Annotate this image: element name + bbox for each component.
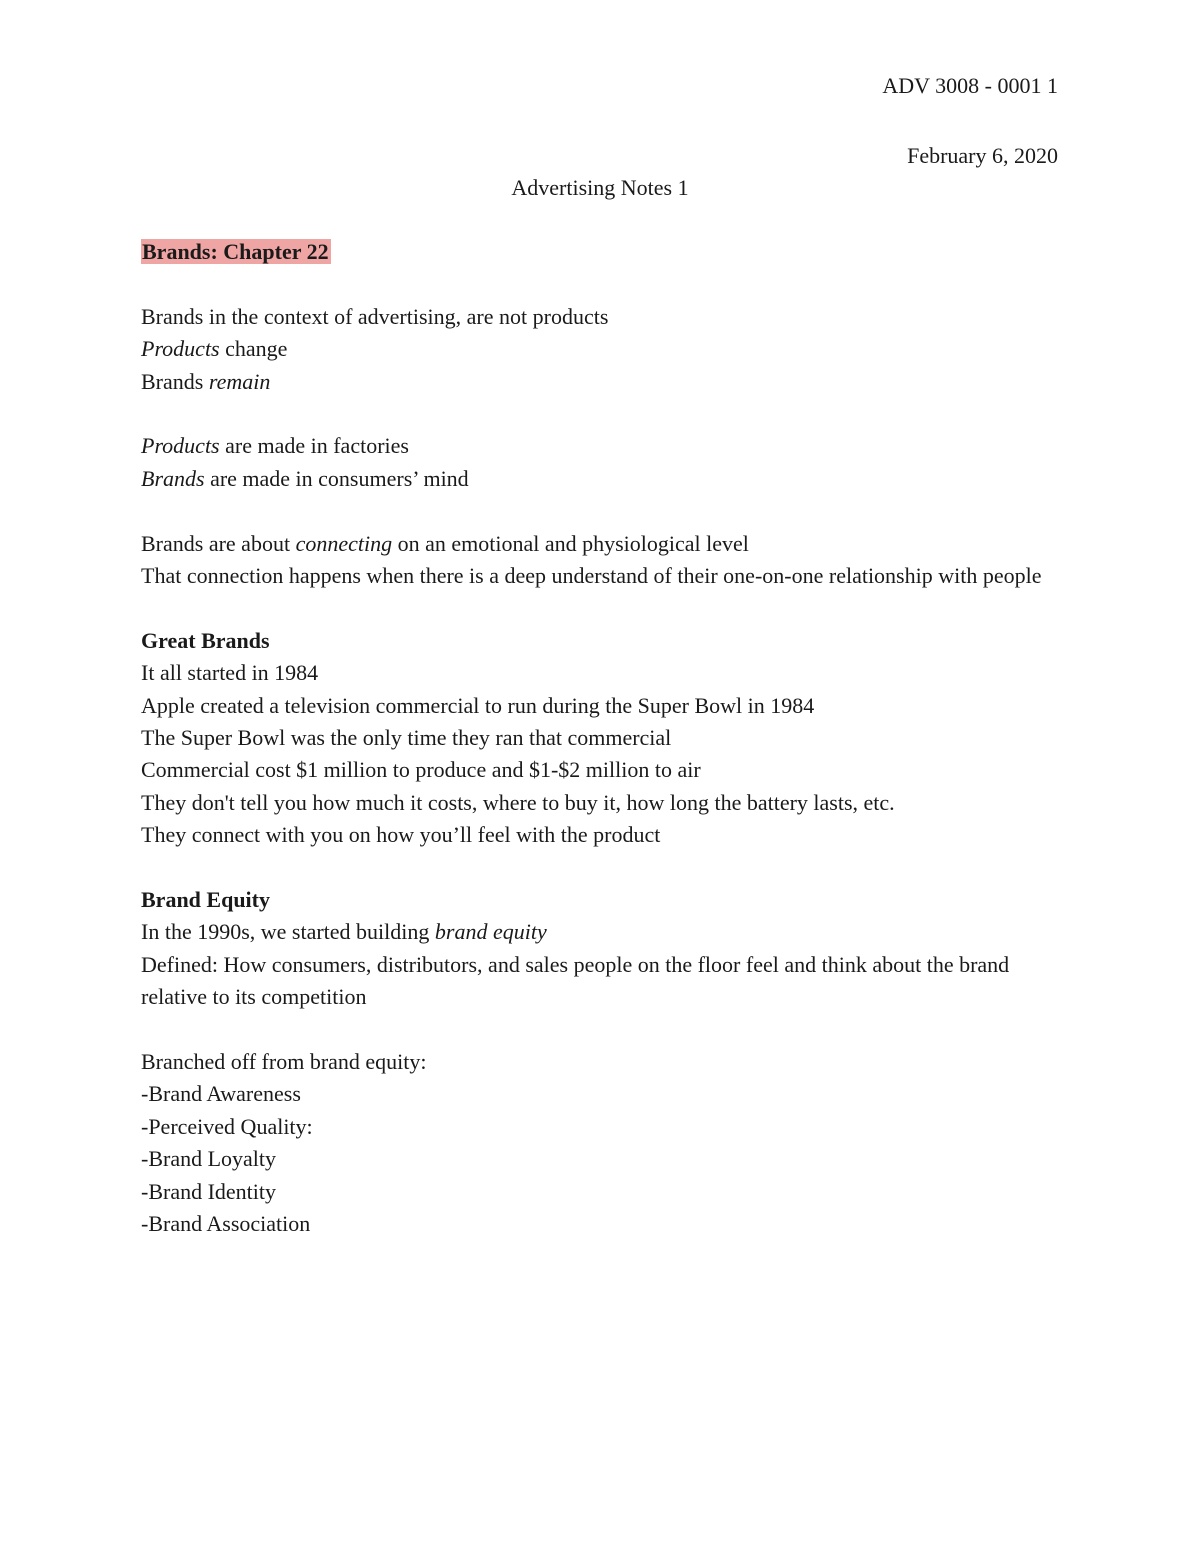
- text: In the 1990s, we started building: [141, 919, 435, 945]
- paragraph-line: Apple created a television commercial to run during the Super Bowl in 1984: [141, 692, 815, 718]
- text: Brands: [141, 368, 209, 394]
- paragraph-line: [141, 463, 1061, 495]
- italic-text: Brands: [141, 465, 205, 491]
- paragraph-line: Commercial cost $1 million to produce and $1-$2 million to air: [141, 757, 701, 783]
- paragraph-line: It all started in 1984: [141, 660, 319, 686]
- italic-text: Products: [141, 336, 220, 362]
- list-item: -Brand Loyalty: [141, 1146, 277, 1172]
- paragraph-line: Defined: How consumers, distributors, and sales people on the floor feel and think about the brand relative to its competition: [141, 951, 1010, 1010]
- highlighted-heading: Brands: Chapter 22: [142, 239, 329, 264]
- text: are made in factories: [219, 433, 409, 459]
- text: on an emotional and physiological level: [392, 530, 749, 556]
- paragraph-line: [141, 916, 1061, 948]
- italic-text: Products: [141, 433, 220, 459]
- text: change: [219, 336, 288, 362]
- paragraph-line: [141, 366, 1061, 398]
- list-item: -Perceived Quality:: [141, 1113, 313, 1139]
- italic-text: brand equity: [434, 919, 547, 945]
- paragraph-line: [141, 333, 1061, 365]
- list-item: -Brand Awareness: [141, 1081, 301, 1107]
- paragraph-line: The Super Bowl was the only time they ran that commercial: [141, 725, 672, 751]
- paragraph-line: Branched off from brand equity:: [141, 1049, 427, 1075]
- paragraph-line: They don't tell you how much it costs, where to buy it, how long the battery lasts, etc.: [141, 789, 895, 815]
- section-heading-great-brands: Great Brands: [141, 627, 270, 653]
- paragraph-line: [141, 528, 1061, 560]
- list-item: -Brand Identity: [141, 1178, 277, 1204]
- section-heading-brand-equity: Brand Equity: [141, 887, 270, 913]
- document-title: Advertising Notes 1: [511, 175, 689, 200]
- list-item: -Brand Association: [141, 1211, 311, 1237]
- paragraph-line: Brands in the context of advertising, are not products: [141, 303, 609, 329]
- paragraph-line: [141, 430, 1061, 462]
- document-body: [141, 236, 1061, 1241]
- text: Brands are about: [141, 530, 296, 556]
- paragraph-line: That connection happens when there is a deep understand of their one-on-one relationship with people: [141, 563, 1042, 589]
- italic-text: connecting: [295, 530, 393, 556]
- running-header: ADV 3008 - 0001 1: [882, 73, 1058, 98]
- section-heading-brands: [141, 236, 1061, 268]
- date-line: February 6, 2020: [907, 143, 1058, 168]
- paragraph-line: They connect with you on how you’ll feel with the product: [141, 822, 661, 848]
- text: are made in consumers’ mind: [204, 465, 469, 491]
- italic-text: remain: [208, 368, 271, 394]
